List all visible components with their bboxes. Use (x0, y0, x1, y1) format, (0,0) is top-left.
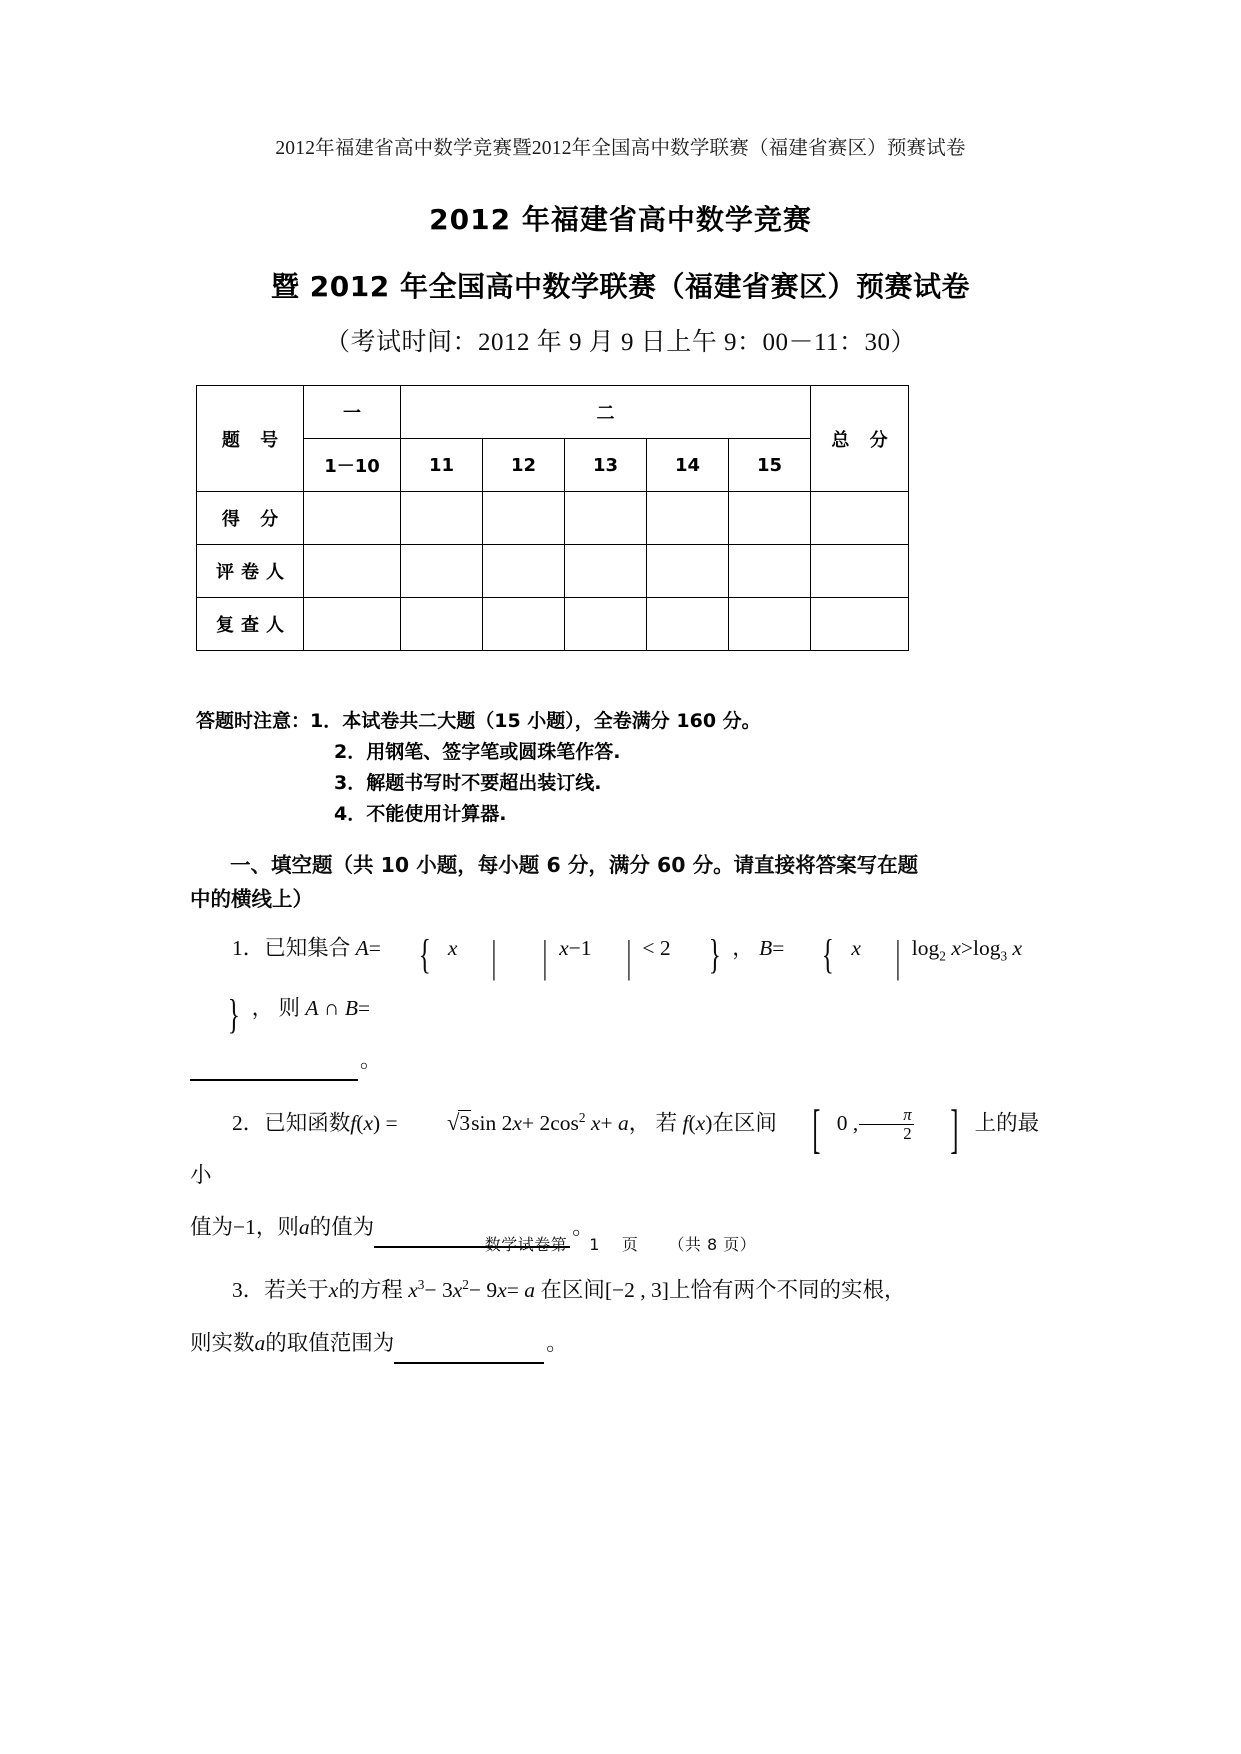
instruction-item-2: 2．用钢笔、签字笔或圆珠笔作答. (334, 741, 621, 763)
question-3-variable: x (328, 1278, 339, 1303)
question-1-then: 则 (278, 996, 301, 1021)
question-2: 2．已知函数f(x) = √3sin $2x+ 2\cos^2$ x+ a， 若 f(x)在区间 [ 0 , $\frac{\pi}{2}$ ] 上的最小 值为−1，则a的值为 。 (190, 1092, 1060, 1253)
question-3-line2-b: 的取值范围为 (265, 1330, 395, 1355)
question-1-lead: 已知集合 (264, 936, 351, 960)
question-2-interval-text: 在区间 (712, 1111, 777, 1136)
question-1-answer-line-row (190, 1034, 1060, 1086)
table-row-group-header (197, 386, 909, 439)
question-3-line2-var: a (254, 1330, 266, 1355)
question-3: 3．若关于x的方程 $x^3- 3x^2- 9x= a$ 在区间[−2 , 3]上恰有两个不同的实根， 则实数a的取值范围为 。 (190, 1259, 1060, 1368)
question-col-1-10: 1－10 (304, 439, 401, 492)
question-col-15: 15 (729, 439, 811, 492)
instructions-block (196, 706, 956, 830)
footer-page-unit: 页 (621, 1235, 639, 1254)
reviewer-cell-1-10[interactable] (304, 598, 401, 651)
table-row-grader (197, 545, 909, 598)
question-3-tail: 上恰有两个不同的实根， (668, 1278, 906, 1303)
footer-total-pages: （共 8 页） (668, 1235, 757, 1254)
question-3-lead: 若关于 (264, 1278, 329, 1303)
reviewer-cell-12[interactable] (483, 598, 565, 651)
pi-over-2-fraction: $\frac{\pi}{2}$ (859, 1106, 913, 1142)
instructions-line-2 (196, 737, 956, 768)
question-1-ending: 。 (360, 1048, 382, 1073)
row-label-score: 得 分 (197, 492, 304, 545)
grader-cell-15[interactable] (729, 545, 811, 598)
question-col-11: 11 (401, 439, 483, 492)
reviewer-cell-14[interactable] (647, 598, 729, 651)
grader-cell-1-10[interactable] (304, 545, 401, 598)
score-cell-total[interactable] (811, 492, 909, 545)
total-score-header: 总 分 (811, 386, 909, 492)
footer-page-number: 1 (589, 1235, 600, 1254)
question-3-eq-text: 的方程 (338, 1278, 403, 1303)
score-cell-11[interactable] (401, 492, 483, 545)
question-2-if: 若 (655, 1111, 678, 1136)
sqrt-icon: √3 (447, 1110, 471, 1136)
section-heading-line-2: 中的横线上） (190, 887, 313, 911)
grader-cell-11[interactable] (401, 545, 483, 598)
question-2-tail: 上的最小 (190, 1111, 1040, 1188)
score-table-container (196, 385, 895, 651)
footer-prefix: 数学试卷第 (484, 1235, 568, 1254)
page-footer (0, 1232, 1241, 1255)
question-3-ending: 。 (546, 1330, 568, 1355)
reviewer-cell-15[interactable] (729, 598, 811, 651)
question-col-14: 14 (647, 439, 729, 492)
row-label-question-number: 题 号 (197, 386, 304, 492)
reviewer-cell-total[interactable] (811, 598, 909, 651)
table-row-reviewer (197, 598, 909, 651)
page-title-line-2: 暨 2012 年全国高中数学联赛（福建省赛区）预赛试卷 (271, 270, 970, 303)
instructions-line-4 (196, 799, 956, 830)
question-1-set-b: B (759, 936, 773, 960)
question-2-line2-c: 的值为 (309, 1215, 375, 1240)
instruction-item-3: 3．解题书写时不要超出装订线. (334, 772, 602, 794)
running-header: 2012年福建省高中数学竞赛暨2012年全国高中数学联赛（福建省赛区）预赛试卷 (275, 138, 966, 159)
score-cell-15[interactable] (729, 492, 811, 545)
question-1-number: 1． (232, 936, 265, 960)
question-3-line2-a: 则实数 (190, 1330, 255, 1355)
score-cell-14[interactable] (647, 492, 729, 545)
grader-cell-14[interactable] (647, 545, 729, 598)
question-1-comma-1: ， (732, 936, 754, 960)
question-3-number: 3． (232, 1278, 265, 1303)
question-3-interval: [−2 , 3] (604, 1278, 669, 1303)
question-2-variable: a (298, 1215, 310, 1240)
question-2-line2-b: ，则 (255, 1215, 299, 1240)
question-2-lead: 已知函数 (264, 1111, 351, 1136)
reviewer-cell-13[interactable] (565, 598, 647, 651)
instructions-lead: 答题时注意： (196, 710, 311, 732)
question-1-answer-blank[interactable] (190, 1079, 358, 1081)
row-label-reviewer: 复查人 (197, 598, 304, 651)
reviewer-cell-11[interactable] (401, 598, 483, 651)
score-cell-1-10[interactable] (304, 492, 401, 545)
question-2-min-value: −1 (233, 1215, 256, 1240)
instruction-item-4: 4．不能使用计算器. (334, 803, 507, 825)
instruction-item-1: 1．本试卷共二大题（15 小题），全卷满分 160 分。 (310, 710, 761, 732)
question-2-ending: 。 (572, 1215, 594, 1240)
grader-cell-total[interactable] (811, 545, 909, 598)
exam-body (190, 848, 1060, 1369)
group-one-header: 一 (304, 386, 401, 439)
group-two-header: 二 (401, 386, 811, 439)
question-col-13: 13 (565, 439, 647, 492)
question-3-mid: 在区间 (540, 1278, 605, 1303)
question-1-expression: A (305, 996, 319, 1021)
instructions-line-3 (196, 768, 956, 799)
section-heading (190, 848, 1060, 916)
page-title-line-1: 2012 年福建省高中数学竞赛 (429, 203, 812, 236)
exam-time-line: （考试时间：2012 年 9 月 9 日上午 9：00－11：30） (324, 329, 917, 356)
score-cell-13[interactable] (565, 492, 647, 545)
question-2-number: 2． (232, 1111, 265, 1136)
question-3-answer-blank[interactable] (394, 1362, 544, 1364)
grader-cell-13[interactable] (565, 545, 647, 598)
grader-cell-12[interactable] (483, 545, 565, 598)
section-heading-line-1: 一、填空题（共 10 小题，每小题 6 分，满分 60 分。请直接将答案写在题 (230, 853, 919, 877)
score-table (196, 385, 909, 651)
question-1: 1．已知集合 A= { x | | x−1 | < 2 } ， B= { x | $\log_2 x>\log_3$ x} ， 则 A ∩ B= 。 (190, 922, 1060, 1086)
table-row-question-columns (197, 439, 909, 492)
row-label-grader: 评卷人 (197, 545, 304, 598)
question-3-line-2 (190, 1317, 1060, 1369)
score-cell-12[interactable] (483, 492, 565, 545)
question-col-12: 12 (483, 439, 565, 492)
question-2-line2-a: 值为 (190, 1215, 234, 1240)
instructions-line-1 (196, 706, 956, 737)
question-1-set-a: A (355, 936, 369, 960)
question-1-comma-2: ， (251, 996, 274, 1021)
question-2-comma: ， (628, 1111, 651, 1136)
table-row-score (197, 492, 909, 545)
